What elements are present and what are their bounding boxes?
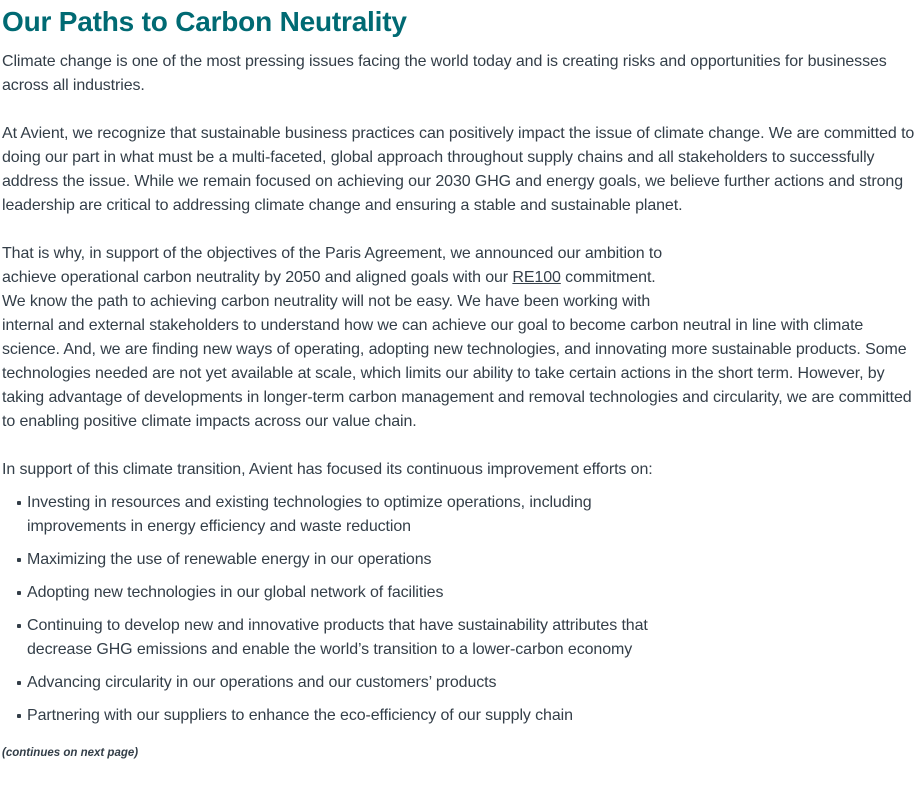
list-item-circularity xyxy=(27,671,919,695)
list-item-new-technologies xyxy=(27,581,919,605)
re100-link[interactable]: RE100 xyxy=(512,269,561,286)
page-title: Our Paths to Carbon Neutrality xyxy=(2,6,407,37)
list-item-investing xyxy=(27,491,919,539)
ambition-line-3: We know the path to achieving carbon neutrality will not be easy. We have been working with xyxy=(2,293,651,310)
bullet-dot-icon xyxy=(17,591,21,595)
list-item-renewable-energy xyxy=(27,548,919,572)
list-item-text: Partnering with our suppliers to enhance the eco-efficiency of our supply chain xyxy=(27,707,573,724)
paragraph-commitment: At Avient, we recognize that sustainable business practices can positively impact the issue of climate change. We are committed to doing our part in what must be a multi-faceted, global approach throughout supply chains and all stakeholders to successfully address the issue. While we remain focused on achieving our 2030 GHG and energy goals, we believe further actions and strong leadership are critical to addressing climate change and ensuring a stable and sustainable planet. xyxy=(2,125,915,214)
list-item-text: Adopting new technologies in our global network of facilities xyxy=(27,584,444,601)
bullet-dot-icon xyxy=(17,681,21,685)
bullet-dot-icon xyxy=(17,714,21,718)
ambition-line-2-pre: achieve operational carbon neutrality by 2050 and aligned goals with our xyxy=(2,269,513,286)
list-item-text: Continuing to develop new and innovative products that have sustainability attributes that xyxy=(27,617,648,634)
paragraph-ambition xyxy=(2,242,919,434)
ambition-line-1: That is why, in support of the objectives of the Paris Agreement, we announced our ambition to xyxy=(2,245,663,262)
list-item-text: Investing in resources and existing technologies to optimize operations, including xyxy=(27,494,592,511)
list-item-text: Maximizing the use of renewable energy in our operations xyxy=(27,551,432,568)
bullet-dot-icon xyxy=(17,558,21,562)
paragraph-intro: Climate change is one of the most pressing issues facing the world today and is creating risks and opportunities for businesses across all industries. xyxy=(2,53,887,94)
ambition-rest: internal and external stakeholders to understand how we can achieve our goal to become carbon neutral in line with climate science. And, we are finding new ways of operating, adopting new technologies, and innovating more sustainable products. Some technologies needed are not yet available at scale, which limits our ability to take certain actions in the short term. However, by taking advantage of developments in longer-term carbon management and removal technologies and circularity, we are committed to enabling positive climate impacts across our value chain. xyxy=(2,317,912,430)
ambition-line-2-post: commitment. xyxy=(560,269,656,286)
list-item-innovative-products xyxy=(27,614,919,662)
bullet-dot-icon xyxy=(17,501,21,505)
list-item-suppliers xyxy=(27,704,919,728)
continuation-note: (continues on next page) xyxy=(2,747,139,759)
paragraph-focus-lead-in: In support of this climate transition, Avient has focused its continuous improvement efforts on: xyxy=(2,461,653,478)
list-item-text: decrease GHG emissions and enable the world’s transition to a lower-carbon economy xyxy=(27,641,633,658)
list-item-text: improvements in energy efficiency and waste reduction xyxy=(27,518,411,535)
bullet-dot-icon xyxy=(17,624,21,628)
list-item-text: Advancing circularity in our operations and our customers’ products xyxy=(27,674,497,691)
focus-areas-list xyxy=(2,491,919,728)
